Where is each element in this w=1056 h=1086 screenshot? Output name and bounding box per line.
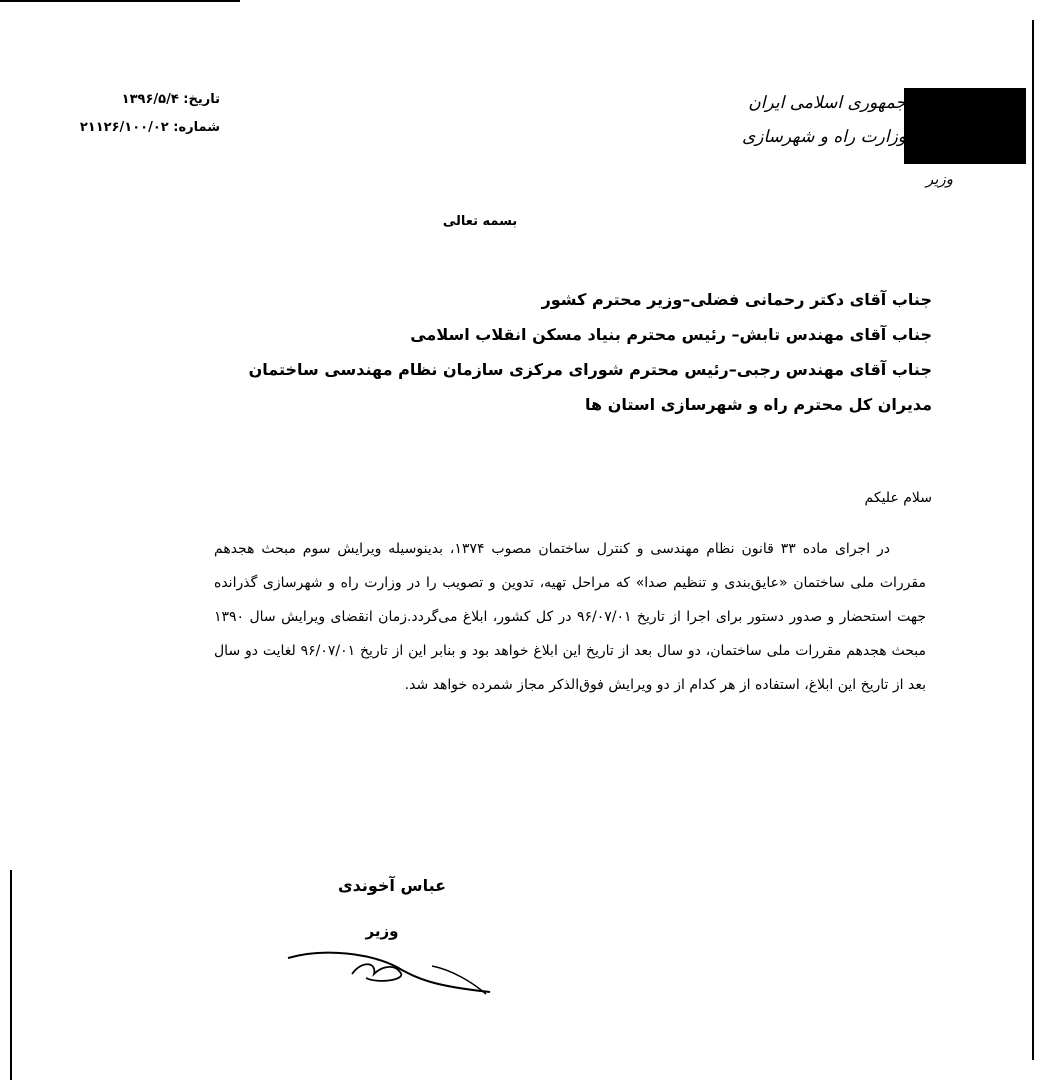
signer-name: عباس آخوندی (337, 876, 447, 895)
recipient-2: جناب آقای مهندس تابش– رئیس محترم بنیاد مسکن انقلاب اسلامی (410, 325, 932, 344)
bismillah: بسمه تعالی (442, 214, 518, 229)
ministry-letterhead (742, 86, 906, 154)
redacted-emblem (904, 88, 1026, 164)
handwritten-signature (282, 940, 502, 1000)
greeting: سلام علیکم (864, 490, 932, 506)
date-line (60, 86, 220, 114)
scan-edge-top-left (0, 0, 240, 2)
letter-meta (60, 86, 220, 142)
number-line (60, 114, 220, 142)
date-label: تاریخ: (183, 92, 220, 107)
number-value: ۲۱۱۲۶/۱۰۰/۰۲ (79, 120, 169, 135)
scan-edge-right (1032, 20, 1034, 1060)
recipient-list (212, 282, 932, 422)
minister-tag: وزیر (926, 170, 953, 188)
letter-body: در اجرای ماده ۳۳ قانون نظام مهندسی و کنترل ساختمان مصوب ۱۳۷۴، بدینوسیله ویرایش سوم مبحث هجدهم مقررات ملی ساختمان «عایق‌بندی و تنظیم صدا» که مراحل تهیه، تدوین و تصویب را در وزارت راه و شهرسازی گذرانده جهت استحضار و صدور دستور برای اجرا از تاریخ ۹۶/۰۷/۰۱ در کل کشور، ابلاغ می‌گردد.زمان انقضای ویرایش سال ۱۳۹۰ مبحث هجدهم مقررات ملی ساختمان، دو سال بعد از تاریخ این ابلاغ خواهد بود و بنابر این از تاریخ ۹۶/۰۷/۰۱ لغایت دو سال بعد از تاریخ این ابلاغ، استفاده از هر کدام از دو ویرایش فوق‌الذکر مجاز شمرده خواهد شد. (214, 541, 926, 693)
recipient-3: جناب آقای مهندس رجبی–رئیس محترم شورای مرکزی سازمان نظام مهندسی ساختمان (248, 360, 932, 379)
recipient-4: مدیران کل محترم راه و شهرسازی استان ها (585, 395, 932, 414)
recipient-1: جناب آقای دکتر رحمانی فضلی–وزیر محترم کشور (541, 290, 932, 309)
signer-title: وزیر (365, 922, 399, 940)
date-value: ۱۳۹۶/۵/۴ (121, 92, 179, 107)
scan-edge-left (10, 870, 12, 1080)
ministry-line-2: وزارت راه و شهرسازی (741, 127, 906, 147)
number-label: شماره: (173, 120, 220, 135)
ministry-line-1: جمهوری اسلامی ایران (748, 93, 906, 113)
